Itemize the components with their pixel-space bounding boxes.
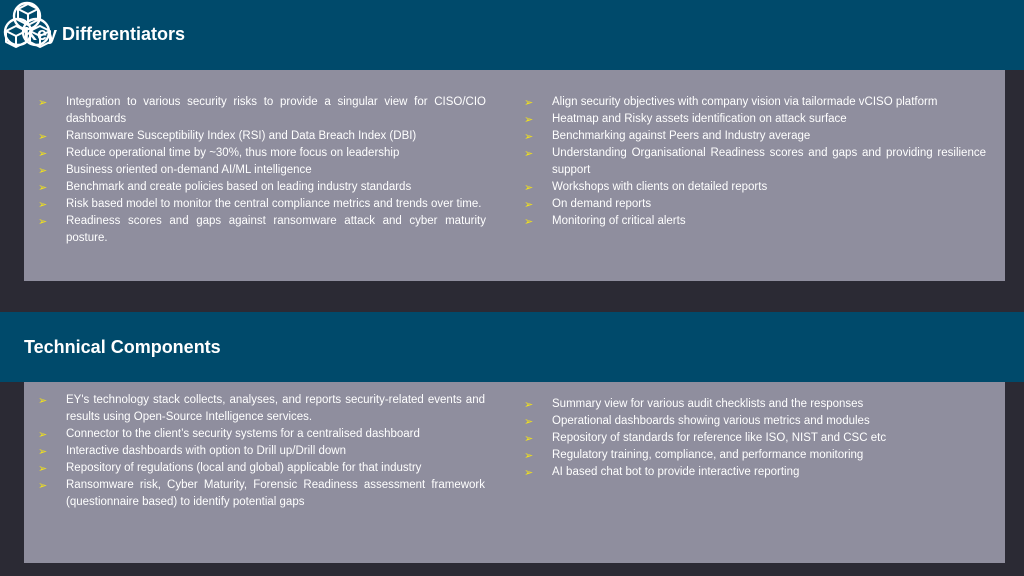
list-item-text: EY's technology stack collects, analyses, and reports security-related events and results using Open-Source Intelligence services.: [66, 394, 485, 423]
list-item: [38, 443, 485, 460]
list-item: [524, 128, 986, 145]
arrow-bullet-icon: ➢: [524, 96, 534, 109]
section-header-technical-components: [0, 312, 1024, 382]
section-header-key-differentiators: [0, 0, 1024, 70]
list-item-text: Regulatory training, compliance, and performance monitoring: [552, 449, 864, 461]
arrow-bullet-icon: ➢: [38, 445, 48, 458]
arrow-bullet-icon: ➢: [524, 415, 534, 428]
arrow-bullet-icon: ➢: [524, 398, 534, 411]
list-item-text: AI based chat bot to provide interactive reporting: [552, 466, 800, 478]
arrow-bullet-icon: ➢: [38, 164, 48, 177]
list-item: [38, 196, 486, 213]
list-item-text: Workshops with clients on detailed reports: [552, 181, 768, 193]
list-item: [38, 145, 486, 162]
list-item: [524, 111, 986, 128]
technical-components-panel: [24, 382, 1005, 563]
arrow-bullet-icon: ➢: [524, 432, 534, 445]
list-item: [524, 464, 986, 481]
section-title: Technical Components: [24, 337, 221, 357]
arrow-bullet-icon: ➢: [524, 198, 534, 211]
list-item-text: Heatmap and Risky assets identification on attack surface: [552, 113, 847, 125]
list-item-text: Ransomware Susceptibility Index (RSI) and Data Breach Index (DBI): [66, 130, 417, 142]
list-item: [38, 179, 486, 196]
list-item: [524, 196, 986, 213]
list-item: [38, 426, 485, 443]
list-item: [524, 179, 986, 196]
list-item-text: Ransomware risk, Cyber Maturity, Forensic Readiness assessment framework (questionnaire based) to identify potential gaps: [66, 479, 485, 508]
list-item-text: Summary view for various audit checklists and the responses: [552, 398, 864, 410]
list-item: [524, 396, 986, 413]
technical-components-right-column: [524, 396, 986, 481]
list-item: [38, 477, 485, 511]
arrow-bullet-icon: ➢: [524, 113, 534, 126]
list-item-text: Repository of standards for reference like ISO, NIST and CSC etc: [552, 432, 887, 444]
arrow-bullet-icon: ➢: [524, 147, 534, 160]
list-item: [524, 430, 986, 447]
list-item-text: Understanding Organisational Readiness scores and gaps and providing resilience support: [552, 147, 986, 176]
list-item: [38, 213, 486, 247]
arrow-bullet-icon: ➢: [524, 466, 534, 479]
arrow-bullet-icon: ➢: [38, 147, 48, 160]
key-differentiators-left-column: [38, 94, 486, 247]
list-item: [38, 94, 486, 128]
arrow-bullet-icon: ➢: [38, 479, 48, 492]
stacked-cubes-icon: [0, 0, 56, 61]
arrow-bullet-icon: ➢: [524, 215, 534, 228]
list-item-text: Align security objectives with company vision via tailormade vCISO platform: [552, 96, 938, 108]
arrow-bullet-icon: ➢: [524, 130, 534, 143]
list-item-text: Readiness scores and gaps against ransomware attack and cyber maturity posture.: [66, 215, 486, 244]
list-item-text: Interactive dashboards with option to Drill up/Drill down: [66, 445, 346, 457]
list-item-text: Connector to the client’s security systems for a centralised dashboard: [66, 428, 420, 440]
key-differentiators-right-column: [524, 94, 986, 230]
arrow-bullet-icon: ➢: [38, 181, 48, 194]
list-item: [524, 413, 986, 430]
list-item-text: Benchmark and create policies based on leading industry standards: [66, 181, 412, 193]
arrow-bullet-icon: ➢: [38, 198, 48, 211]
arrow-bullet-icon: ➢: [524, 181, 534, 194]
key-differentiators-panel: [24, 70, 1005, 281]
list-item: [524, 145, 986, 179]
arrow-bullet-icon: ➢: [38, 394, 48, 407]
section-title: Key Differentiators: [24, 24, 186, 44]
list-item-text: Integration to various security risks to provide a singular view for CISO/CIO dashboards: [66, 96, 486, 125]
arrow-bullet-icon: ➢: [38, 215, 48, 228]
list-item-text: Business oriented on-demand AI/ML intelligence: [66, 164, 312, 176]
list-item-text: Reduce operational time by ~30%, thus more focus on leadership: [66, 147, 400, 159]
list-item-text: Operational dashboards showing various metrics and modules: [552, 415, 870, 427]
list-item: [524, 447, 986, 464]
arrow-bullet-icon: ➢: [38, 96, 48, 109]
arrow-bullet-icon: ➢: [38, 428, 48, 441]
list-item-text: Repository of regulations (local and global) applicable for that industry: [66, 462, 422, 474]
list-item: [524, 94, 986, 111]
list-item: [38, 162, 486, 179]
list-item-text: Monitoring of critical alerts: [552, 215, 686, 227]
list-item-text: Risk based model to monitor the central compliance metrics and trends over time.: [66, 198, 482, 210]
list-item-text: On demand reports: [552, 198, 652, 210]
list-item: [524, 213, 986, 230]
list-item: [38, 128, 486, 145]
list-item: [38, 460, 485, 477]
arrow-bullet-icon: ➢: [524, 449, 534, 462]
list-item-text: Benchmarking against Peers and Industry average: [552, 130, 811, 142]
arrow-bullet-icon: ➢: [38, 130, 48, 143]
arrow-bullet-icon: ➢: [38, 462, 48, 475]
list-item: [38, 392, 485, 426]
technical-components-left-column: [38, 392, 485, 511]
